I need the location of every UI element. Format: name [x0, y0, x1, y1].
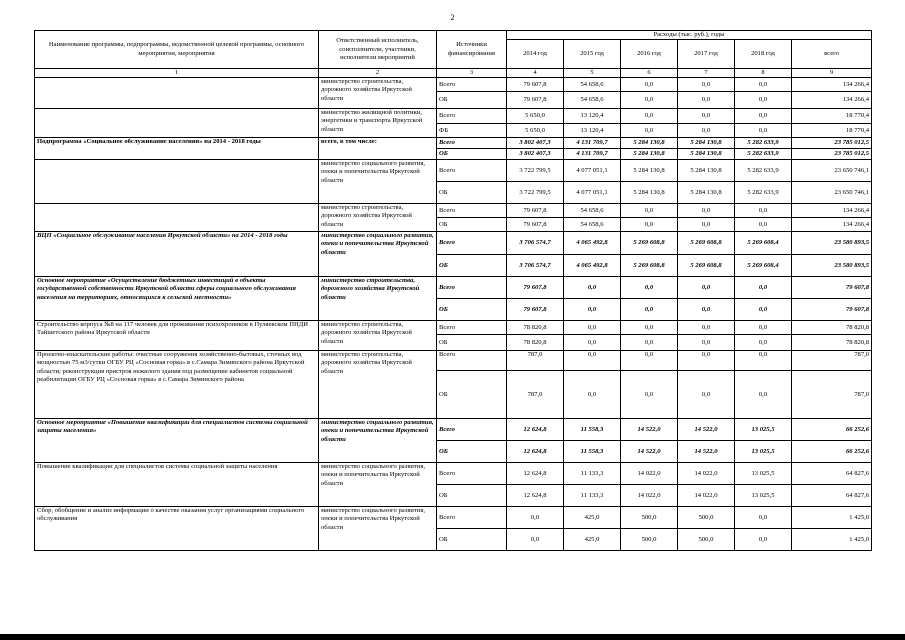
- year-value: 0,0: [735, 109, 792, 124]
- executor: министерство строительства, дорожного хозяйства Иркутской области: [319, 204, 437, 232]
- year-value: 5 650,0: [507, 109, 564, 124]
- funding-source: Всего: [437, 109, 507, 124]
- table-row: [35, 321, 872, 335]
- year-value: 12 624,8: [507, 485, 564, 507]
- year-value: 5 284 130,8: [621, 149, 678, 160]
- year-value: 5 269 608,8: [678, 255, 735, 277]
- budget-table: [34, 30, 872, 551]
- total-value: 78 820,8: [792, 321, 872, 335]
- year-value: 4 077 051,1: [564, 160, 621, 182]
- year-value: 0,0: [678, 371, 735, 419]
- funding-source: ОБ: [437, 485, 507, 507]
- total-value: 23 580 893,5: [792, 232, 872, 255]
- funding-source: Всего: [437, 204, 507, 218]
- header-year: 2014 год: [507, 40, 564, 69]
- year-value: 0,0: [564, 321, 621, 335]
- year-value: 4 131 709,7: [564, 138, 621, 149]
- year-value: 5 284 130,8: [678, 182, 735, 204]
- year-value: 11 558,3: [564, 419, 621, 441]
- table-row: [35, 507, 872, 529]
- year-value: 5 284 130,8: [621, 138, 678, 149]
- column-index: 6: [621, 69, 678, 78]
- year-value: 5 282 633,9: [735, 160, 792, 182]
- year-value: 0,0: [678, 335, 735, 351]
- year-value: 0,0: [678, 218, 735, 232]
- table-row: [35, 419, 872, 441]
- year-value: 0,0: [678, 299, 735, 321]
- funding-source: Всего: [437, 419, 507, 441]
- column-index: 5: [564, 69, 621, 78]
- year-value: 13 025,5: [735, 419, 792, 441]
- column-index: 2: [319, 69, 437, 78]
- executor: министерство строительства, дорожного хозяйства Иркутской области: [319, 277, 437, 321]
- funding-source: ОБ: [437, 529, 507, 551]
- item-name: [35, 109, 319, 138]
- table-row: [35, 463, 872, 485]
- year-value: 54 658,6: [564, 204, 621, 218]
- year-value: 0,0: [621, 371, 678, 419]
- funding-source: ОБ: [437, 371, 507, 419]
- total-value: 23 650 746,1: [792, 160, 872, 182]
- header-total: всего: [792, 40, 872, 69]
- year-value: 0,0: [735, 299, 792, 321]
- year-value: 14 022,0: [621, 485, 678, 507]
- year-value: 11 133,3: [564, 463, 621, 485]
- executor: министерство строительства, дорожного хозяйства Иркутской области: [319, 321, 437, 351]
- item-name: Подпрограмма «Социальное обслуживание населения» на 2014 - 2018 годы: [35, 138, 319, 160]
- year-value: 11 558,3: [564, 441, 621, 463]
- year-value: 4 065 492,8: [564, 255, 621, 277]
- year-value: 4 077 051,1: [564, 182, 621, 204]
- year-value: 0,0: [564, 299, 621, 321]
- year-value: 500,0: [621, 507, 678, 529]
- year-value: 12 624,8: [507, 463, 564, 485]
- total-value: 23 650 746,1: [792, 182, 872, 204]
- total-value: 64 827,6: [792, 463, 872, 485]
- year-value: 14 022,0: [678, 463, 735, 485]
- column-index: 4: [507, 69, 564, 78]
- year-value: 13 025,5: [735, 441, 792, 463]
- year-value: 0,0: [621, 299, 678, 321]
- item-name: [35, 78, 319, 109]
- year-value: 79 607,8: [507, 277, 564, 299]
- year-value: 500,0: [678, 507, 735, 529]
- year-value: 0,0: [621, 351, 678, 371]
- total-value: 66 252,6: [792, 441, 872, 463]
- year-value: 79 607,8: [507, 218, 564, 232]
- year-value: 14 522,0: [678, 419, 735, 441]
- year-value: 14 522,0: [678, 441, 735, 463]
- item-name: [35, 204, 319, 232]
- year-value: 0,0: [507, 507, 564, 529]
- item-name: ВЦП «Социальное обслуживание населения Иркутской области» на 2014 - 2018 годы: [35, 232, 319, 277]
- header-source: Источники финансирования: [437, 31, 507, 69]
- header-expenses: Расходы (тыс. руб.), годы: [507, 31, 872, 40]
- year-value: 5 282 633,9: [735, 149, 792, 160]
- year-value: 3 706 574,7: [507, 232, 564, 255]
- table-row: [35, 78, 872, 92]
- column-index: 7: [678, 69, 735, 78]
- year-value: 54 658,6: [564, 92, 621, 109]
- year-value: 14 022,0: [621, 463, 678, 485]
- year-value: 78 820,8: [507, 335, 564, 351]
- year-value: 79 607,8: [507, 92, 564, 109]
- year-value: 13 120,4: [564, 109, 621, 124]
- total-value: 134 266,4: [792, 204, 872, 218]
- total-value: 66 252,6: [792, 419, 872, 441]
- table-row: [35, 138, 872, 149]
- year-value: 0,0: [621, 204, 678, 218]
- executor: министерство социального развития, опеки и попечительства Иркутской области: [319, 419, 437, 463]
- year-value: 5 269 608,4: [735, 232, 792, 255]
- executor: министерство социального развития, опеки и попечительства Иркутской области: [319, 160, 437, 204]
- total-value: 1 425,0: [792, 529, 872, 551]
- year-value: 425,0: [564, 529, 621, 551]
- year-value: 425,0: [564, 507, 621, 529]
- year-value: 0,0: [564, 335, 621, 351]
- year-value: 0,0: [735, 321, 792, 335]
- funding-source: ОБ: [437, 299, 507, 321]
- funding-source: Всего: [437, 232, 507, 255]
- funding-source: Всего: [437, 160, 507, 182]
- year-value: 5 650,0: [507, 124, 564, 138]
- year-value: 12 624,8: [507, 441, 564, 463]
- total-value: 79 607,8: [792, 277, 872, 299]
- year-value: 500,0: [678, 529, 735, 551]
- funding-source: ОБ: [437, 149, 507, 160]
- year-value: 5 269 608,8: [678, 232, 735, 255]
- total-value: 23 580 893,5: [792, 255, 872, 277]
- year-value: 13 120,4: [564, 124, 621, 138]
- year-value: 5 284 130,8: [678, 149, 735, 160]
- column-index: 9: [792, 69, 872, 78]
- year-value: 0,0: [564, 351, 621, 371]
- total-value: 787,0: [792, 351, 872, 371]
- year-value: 79 607,8: [507, 204, 564, 218]
- year-value: 4 131 709,7: [564, 149, 621, 160]
- scan-edge: [0, 634, 905, 640]
- year-value: 0,0: [735, 507, 792, 529]
- total-value: 79 607,8: [792, 299, 872, 321]
- year-value: 54 658,6: [564, 78, 621, 92]
- year-value: 0,0: [735, 277, 792, 299]
- executor: министерство жилищной политики, энергетики и транспорта Иркутской области: [319, 109, 437, 138]
- year-value: 79 607,8: [507, 299, 564, 321]
- year-value: 787,0: [507, 371, 564, 419]
- item-name: Строительство корпуса №8 на 117 человек для проживания психохроников в Пуляевском ПНДИ Тайшетского района Иркутской области: [35, 321, 319, 351]
- year-value: 0,0: [678, 92, 735, 109]
- year-value: 3 722 799,5: [507, 160, 564, 182]
- item-name: Основное мероприятие «Осуществление бюджетных инвестиций в объекты государственной собственности Иркутской области сферы социального обслуживания населения на территориях, относящихся к сельской местности»: [35, 277, 319, 321]
- year-value: 0,0: [621, 78, 678, 92]
- year-value: 0,0: [735, 371, 792, 419]
- header-executor: Ответственный исполнитель, соисполнители, участники, исполнители мероприятий: [319, 31, 437, 69]
- funding-source: ОБ: [437, 92, 507, 109]
- year-value: 0,0: [735, 92, 792, 109]
- funding-source: ОБ: [437, 255, 507, 277]
- year-value: 13 025,5: [735, 463, 792, 485]
- year-value: 0,0: [678, 78, 735, 92]
- year-value: 3 802 407,3: [507, 138, 564, 149]
- total-value: 787,0: [792, 371, 872, 419]
- year-value: 11 133,3: [564, 485, 621, 507]
- year-value: 5 282 633,9: [735, 138, 792, 149]
- year-value: 5 269 608,8: [621, 232, 678, 255]
- year-value: 0,0: [678, 204, 735, 218]
- executor: всего, в том числе:: [319, 138, 437, 160]
- year-value: 0,0: [678, 351, 735, 371]
- funding-source: ОБ: [437, 335, 507, 351]
- year-value: 5 282 633,9: [735, 182, 792, 204]
- funding-source: Всего: [437, 507, 507, 529]
- header-year: 2018 год: [735, 40, 792, 69]
- year-value: 13 025,5: [735, 485, 792, 507]
- year-value: 5 269 608,4: [735, 255, 792, 277]
- column-index: 8: [735, 69, 792, 78]
- year-value: 0,0: [678, 321, 735, 335]
- funding-source: ОБ: [437, 182, 507, 204]
- year-value: 5 284 130,8: [678, 138, 735, 149]
- header-year: 2015 год: [564, 40, 621, 69]
- header-year: 2016 год: [621, 40, 678, 69]
- year-value: 0,0: [735, 204, 792, 218]
- column-index: 1: [35, 69, 319, 78]
- executor: министерство строительства, дорожного хозяйства Иркутской области: [319, 78, 437, 109]
- total-value: 18 770,4: [792, 109, 872, 124]
- year-value: 0,0: [735, 351, 792, 371]
- year-value: 0,0: [735, 124, 792, 138]
- total-value: 78 820,8: [792, 335, 872, 351]
- table-row: [35, 277, 872, 299]
- executor: министерство строительства, дорожного хозяйства Иркутской области: [319, 351, 437, 419]
- funding-source: ФБ: [437, 124, 507, 138]
- year-value: 3 722 799,5: [507, 182, 564, 204]
- funding-source: Всего: [437, 138, 507, 149]
- table-row: [35, 351, 872, 371]
- funding-source: Всего: [437, 78, 507, 92]
- year-value: 5 284 130,8: [621, 182, 678, 204]
- funding-source: Всего: [437, 321, 507, 335]
- year-value: 14 522,0: [621, 441, 678, 463]
- table-row: [35, 204, 872, 218]
- year-value: 0,0: [507, 529, 564, 551]
- item-name: Повышение квалификации для специалистов системы социальной защиты населения: [35, 463, 319, 507]
- year-value: 3 802 407,3: [507, 149, 564, 160]
- total-value: 23 785 012,5: [792, 138, 872, 149]
- year-value: 0,0: [678, 277, 735, 299]
- total-value: 1 425,0: [792, 507, 872, 529]
- year-value: 0,0: [678, 109, 735, 124]
- total-value: 23 785 012,5: [792, 149, 872, 160]
- year-value: 0,0: [621, 335, 678, 351]
- year-value: 0,0: [621, 321, 678, 335]
- year-value: 4 065 492,8: [564, 232, 621, 255]
- year-value: 0,0: [735, 78, 792, 92]
- funding-source: Всего: [437, 351, 507, 371]
- total-value: 134 266,4: [792, 78, 872, 92]
- total-value: 64 827,6: [792, 485, 872, 507]
- item-name: Сбор, обобщение и анализ информации о качестве оказания услуг организациями социального обслуживания: [35, 507, 319, 551]
- funding-source: ОБ: [437, 218, 507, 232]
- year-value: 0,0: [735, 335, 792, 351]
- item-name: [35, 160, 319, 204]
- year-value: 0,0: [735, 529, 792, 551]
- year-value: 0,0: [621, 277, 678, 299]
- column-index: 3: [437, 69, 507, 78]
- year-value: 0,0: [735, 218, 792, 232]
- year-value: 3 706 574,7: [507, 255, 564, 277]
- total-value: 134 266,4: [792, 218, 872, 232]
- total-value: 134 266,4: [792, 92, 872, 109]
- header-name: Наименование программы, подпрограммы, ведомственной целевой программы, основного мероприятия, мероприятия: [35, 31, 319, 69]
- table-row: [35, 109, 872, 124]
- year-value: 0,0: [564, 277, 621, 299]
- total-value: 18 770,4: [792, 124, 872, 138]
- year-value: 0,0: [621, 92, 678, 109]
- item-name: Проектно-изыскательские работы: очистные сооружения хозяйственно-бытовых, сточных вод мощностью 75 м3/сутки ОГБУ РЦ «Сосновая горка» в с.Самара Зиминского района Иркутской области; реконструкция пристроя нежилого здания под размещение кабинетов социальной реабилитации ОГБУ РЦ «Сосновая горка» в с.Самара Зиминского района: [35, 351, 319, 419]
- year-value: 79 607,8: [507, 78, 564, 92]
- year-value: 5 269 608,8: [621, 255, 678, 277]
- year-value: 500,0: [621, 529, 678, 551]
- year-value: 0,0: [621, 124, 678, 138]
- year-value: 0,0: [678, 124, 735, 138]
- year-value: 0,0: [621, 109, 678, 124]
- table-row: [35, 160, 872, 182]
- year-value: 14 022,0: [678, 485, 735, 507]
- funding-source: Всего: [437, 277, 507, 299]
- executor: министерство социального развития, опеки и попечительства Иркутской области: [319, 232, 437, 277]
- header-year: 2017 год: [678, 40, 735, 69]
- year-value: 54 658,6: [564, 218, 621, 232]
- executor: министерство социального развития, опеки и попечительства Иркутской области: [319, 463, 437, 507]
- year-value: 14 522,0: [621, 419, 678, 441]
- year-value: 0,0: [564, 371, 621, 419]
- funding-source: ОБ: [437, 441, 507, 463]
- year-value: 12 624,8: [507, 419, 564, 441]
- year-value: 787,0: [507, 351, 564, 371]
- year-value: 0,0: [621, 218, 678, 232]
- item-name: Основное мероприятие «Повышение квалификации для специалистов системы социальной защиты населения»: [35, 419, 319, 463]
- executor: министерство социального развития, опеки и попечительства Иркутской области: [319, 507, 437, 551]
- year-value: 5 284 130,8: [621, 160, 678, 182]
- page-number: 2: [450, 13, 455, 22]
- table-body: [35, 78, 872, 551]
- funding-source: Всего: [437, 463, 507, 485]
- year-value: 78 820,8: [507, 321, 564, 335]
- table-row: [35, 232, 872, 255]
- year-value: 5 284 130,8: [678, 160, 735, 182]
